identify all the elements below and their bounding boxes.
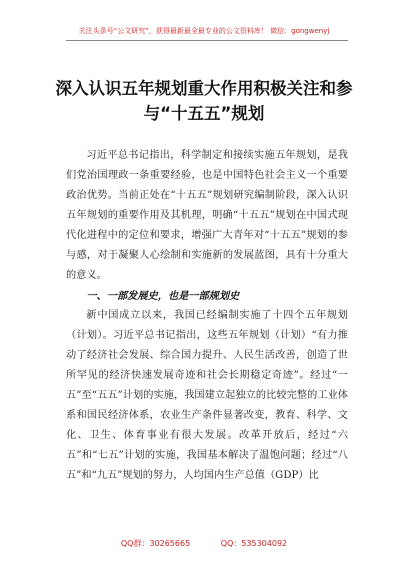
section-paragraph: 新中国成立以来，我国已经编制实施了十四个五年规划（计划）。习近平总书记指出，这些五年规划（计划）“有力推动了经济社会发展、综合国力提升、人民生活改善，创造了世所罕见的经济快速发展奇迹和社会长期稳定奇迹”。经过“一五”至“五五”计划的实施，我国建立起独立的比较完整的工业体系和国民经济体系，农业生产条件显著改变，教育、科学、文化、卫生、体育事业有很大发展。改革开放后，经过“六五”和“七五”计划的实施，我国基本解决了温饱问题；经过“八五”和“九五”规划的努力，人均国内生产总值（GDP）比 <box>66 310 348 481</box>
footer-qq-group: QQ群：30265665 <box>120 539 191 548</box>
document-body <box>66 146 348 486</box>
intro-paragraph: 习近平总书记指出，科学制定和接续实施五年规划，是我们党治国理政一条重要经验，也是中国特色社会主义一个重要政治优势。当前正处在“十五五”规划研究编制阶段，深入认识五年规划的重要作用及其机理，明确“十五五”规划在中国式现代化进程中的定位和要求，增强广大青年对“十五五”规划的参与感，对于凝聚人心绘制和实施新的发展蓝图，具有十分重大的意义。 <box>66 150 348 281</box>
header-note: 关注头条号“公文研究”，获得最新最全最专业的公文资料库！ 微信：gongwenyj <box>78 27 330 35</box>
footer-contacts <box>0 538 408 549</box>
document-title: 深入认识五年规划重大作用积极关注和参与“十五五”规划 <box>55 79 353 123</box>
section-heading: 一、一部发展史，也是一部规划史 <box>86 290 240 302</box>
footer-qq: QQ：535304092 <box>220 539 288 548</box>
header-divider <box>66 40 348 41</box>
